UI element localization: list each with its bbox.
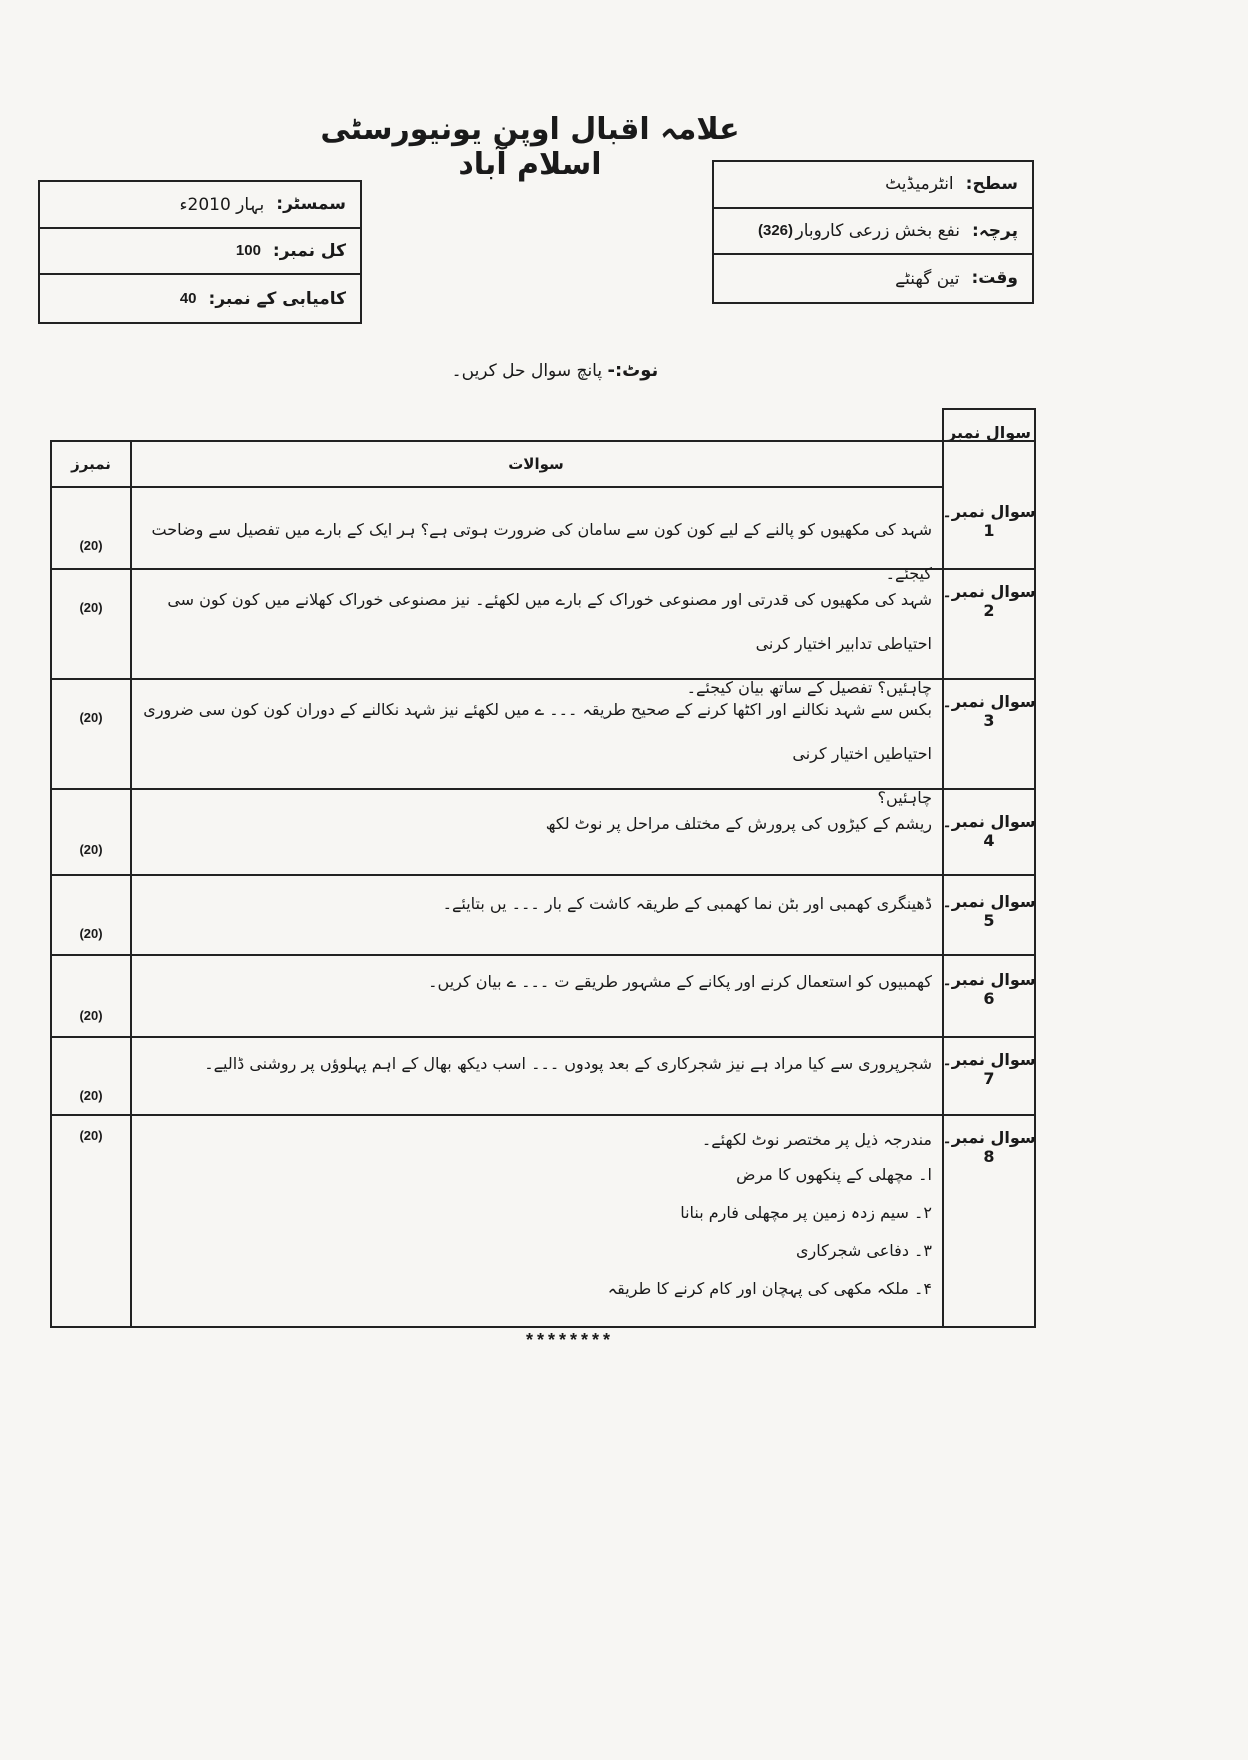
question-3-label: سوال نمبر۔3 [942,692,1036,730]
semester-row [40,182,360,229]
level-value: انٹرمیڈیٹ [885,174,954,195]
question-number-header: سوال نمبر [942,408,1036,454]
total-marks-label: کل نمبر: [272,240,346,261]
question-4-label: سوال نمبر۔4 [942,812,1036,850]
question-5-label: سوال نمبر۔5 [942,892,1036,930]
question-1-label: سوال نمبر۔1 [942,502,1036,540]
header-divider [52,486,942,488]
question-6-marks: (20) [79,1008,103,1023]
time-row [714,255,1032,302]
question-2-label: سوال نمبر۔2 [942,582,1036,620]
qnum-column-divider [942,442,944,1326]
level-row [714,162,1032,209]
questions-table [50,440,1036,1328]
row-divider [52,954,1036,956]
question-6-label: سوال نمبر۔6 [942,970,1036,1008]
marks-header: نمبرز [71,455,111,473]
level-label: سطح: [965,174,1018,195]
question-3-line: بکس سے شہد نکالنے اور اکٹھا کرنے کے صحیح طریقہ ۔۔۔ ے میں لکھئے نیز شہد نکالنے کے دوران کون کون سی ضروری احتیاطیں اختیار کرنی [143,700,932,763]
question-2-line: چاہئیں؟ تفصیل کے ساتھ بیان کیجئے۔ [686,678,932,697]
semester-label: سمسٹر: [276,194,346,215]
question-7-label: سوال نمبر۔7 [942,1050,1036,1088]
sub-item: ۴۔ ملکہ مکھی کی پہچان اور کام کرنے کا طریقہ [607,1279,932,1298]
question-6-line: کھمبیوں کو استعمال کرنے اور پکانے کے مشہور طریقے ت ۔۔۔ ے بیان کریں۔ [428,972,932,991]
question-3-marks: (20) [79,710,103,725]
note-text: پانچ سوال حل کریں۔ [451,361,603,381]
pass-marks-row [40,275,360,322]
question-3-text [142,688,932,820]
question-7-line: شجرپروری سے کیا مراد ہے نیز شجرکاری کے بعد پودوں ۔۔۔ اسب دیکھ بھال کے اہم پہلوؤں پر روشنی ڈالیے۔ [204,1054,932,1073]
question-2-line: شہد کی مکھیوں کی قدرتی اور مصنوعی خوراک کے بارے میں لکھئے۔ نیز مصنوعی خوراک کھلانے میں کون کون سی احتیاطی تدابیر اختیار کرنی [167,590,932,653]
total-marks-value: 100 [235,242,261,260]
question-1-marks: (20) [79,538,103,553]
paper-code: (326) [758,222,794,240]
marks-column-divider [130,442,132,1326]
pass-marks-label: کامیابی کے نمبر: [208,288,346,309]
question-4-marks: (20) [79,842,103,857]
question-8-label: سوال نمبر۔8 [942,1128,1036,1166]
university-title: علامہ اقبال اوپن یونیورسٹی اسلام آباد [320,112,740,182]
paper-value: نفع بخش زرعی کاروبار [795,220,961,241]
question-8-sublist [352,1156,932,1308]
paper-label: پرچہ: [972,221,1018,242]
row-divider [52,874,1036,876]
row-divider [52,1114,1036,1116]
question-3-line: چاہئیں؟ [877,788,932,807]
sub-item: ۲۔ سیم زدہ زمین پر مچھلی فارم بنانا [680,1203,932,1222]
question-5-text [142,882,932,926]
pass-marks-value: 40 [179,289,197,307]
question-1-line: شہد کی مکھیوں کو پالنے کے لیے کون کون سے سامان کی ضرورت ہوتی ہے؟ ہر ایک کے بارے میں تفصیل سے وضاحت کیجئے۔ [151,520,932,583]
row-divider [52,1036,1036,1038]
question-4-text [142,802,932,846]
paper-row [714,209,1032,256]
instruction-note [400,360,710,381]
question-8-marks: (20) [79,1128,103,1143]
sub-item: ا۔ مچھلی کے پنکھوں کا مرض [736,1165,932,1184]
paper-info-box [712,160,1034,304]
question-7-text [142,1042,932,1086]
time-value: تین گھنٹے [895,268,960,289]
question-2-marks: (20) [79,600,103,615]
question-5-line: ڈھینگری کھمبی اور بٹن نما کھمبی کے طریقہ کاشت کے بار ۔۔۔ یں بتایئے۔ [442,894,932,913]
question-7-marks: (20) [79,1088,103,1103]
question-6-text [142,960,932,1004]
questions-header: سوالات [508,455,564,473]
question-4-line: ریشم کے کیڑوں کی پرورش کے مختلف مراحل پر نوٹ لکھ [545,814,932,833]
question-8-line: مندرجہ ذیل پر مختصر نوٹ لکھئے۔ [701,1130,932,1149]
semester-info-box [38,180,362,324]
end-of-paper-stars: ******** [525,1330,615,1350]
question-5-marks: (20) [79,926,103,941]
semester-value: بہار 2010ء [179,194,265,215]
sub-item: ۳۔ دفاعی شجرکاری [796,1241,932,1260]
note-label: نوٹ:- [607,360,659,381]
time-label: وقت: [971,268,1018,289]
total-marks-row [40,229,360,276]
